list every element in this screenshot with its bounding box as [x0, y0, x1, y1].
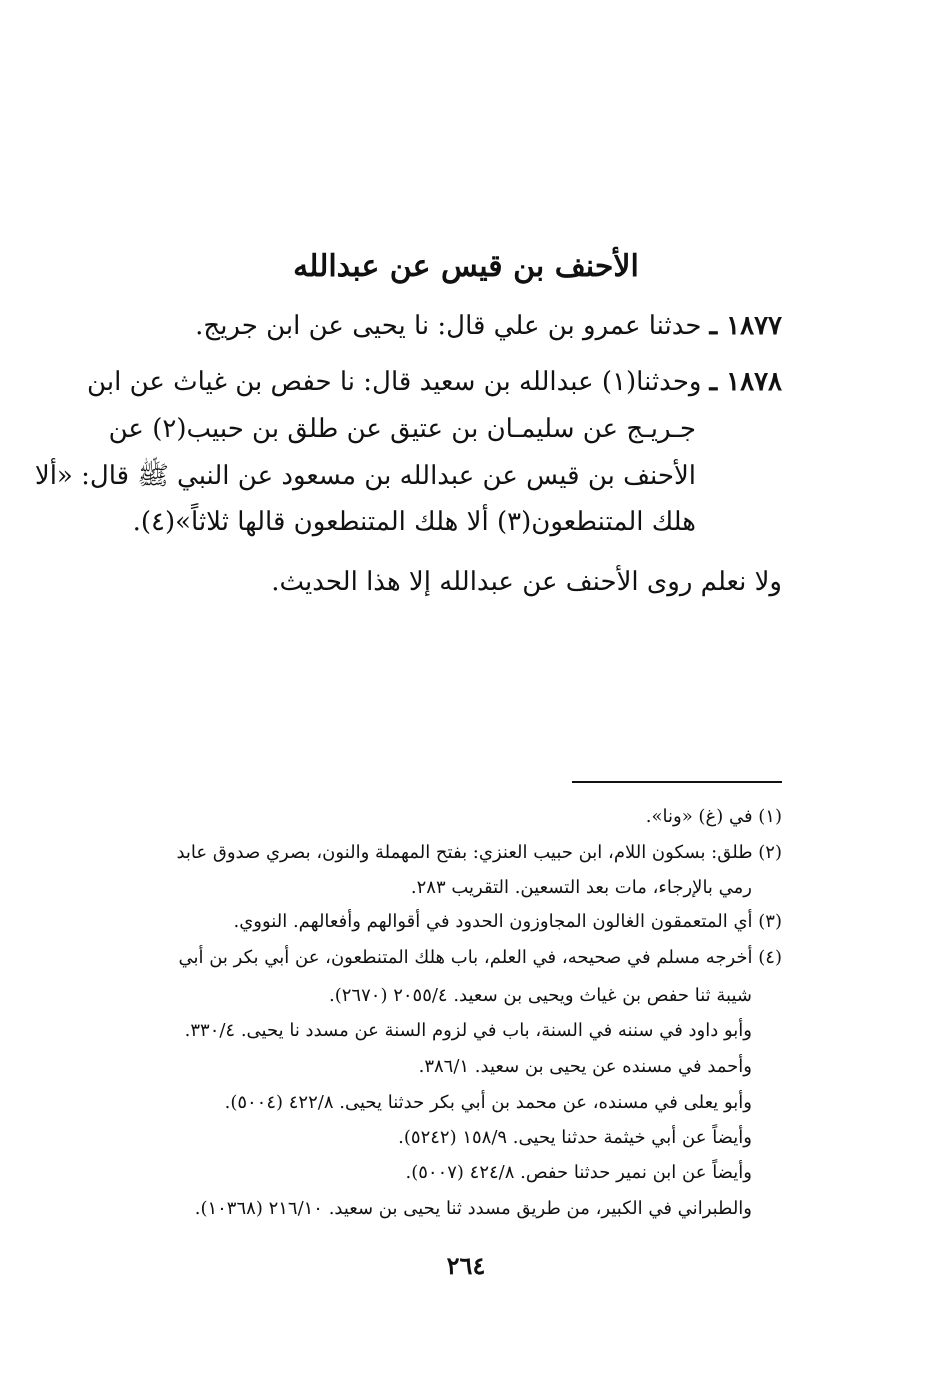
hadith-1877	[70, 304, 782, 348]
footnote-4-source: وأبو داود في سننه في السنة، باب في لزوم السنة عن مسدد نا يحيى. ٣٣٠/٤.	[184, 1020, 752, 1041]
hadith-text-line: وحدثنا(١) عبدالله بن سعيد قال: نا حفص بن غياث عن ابن	[87, 367, 702, 397]
footnote-separator	[572, 781, 782, 783]
footnote-4-source: وأيضاً عن أبي خيثمة حدثنا يحيى. ١٥٨/٩ (٥٢٤٢).	[398, 1127, 752, 1148]
hadith-number: ١٨٧٧ ـ	[709, 311, 782, 341]
footnote-2-continued: رمي بالإرجاء، مات بعد التسعين. التقريب ٢٨٣.	[410, 877, 752, 898]
hadith-number: ١٨٧٨ ـ	[709, 367, 782, 397]
footnote-2: (٢) طلق: بسكون اللام، ابن حبيب العنزي: بفتح المهملة والنون، بصري صدوق عابد	[176, 842, 782, 863]
hadith-1878-line-4: هلك المتنطعون(٣) ألا هلك المتنطعون قالها ثلاثاً»(٤).	[132, 507, 696, 537]
footnote-4-continued: شيبة ثنا حفص بن غياث ويحيى بن سعيد. ٢٠٥٥/٤ (٢٦٧٠).	[329, 985, 752, 1006]
footnote-4-source: وأحمد في مسنده عن يحيى بن سعيد. ٣٨٦/١.	[418, 1056, 752, 1077]
closing-remark: ولا نعلم روى الأحنف عن عبدالله إلا هذا الحديث.	[271, 567, 782, 597]
hadith-text-line: حدثنا عمرو بن علي قال: نا يحيى عن ابن جريج.	[195, 311, 702, 341]
footnote-1: (١) في (غ) «ونا».	[645, 806, 782, 827]
page-number: ٢٦٤	[446, 1251, 486, 1280]
hadith-1878-line-1	[70, 360, 782, 404]
hadith-1878-line-2: جـريـج عن سليمـان بن عتيق عن طلق بن حبيب(٢) عن	[108, 414, 696, 444]
footnote-4-source: والطبراني في الكبير، من طريق مسدد ثنا يحيى بن سعيد. ٢١٦/١٠ (١٠٣٦٨).	[194, 1198, 752, 1219]
section-heading: الأحنف بن قيس عن عبدالله	[293, 249, 639, 284]
footnote-4-source: وأبو يعلى في مسنده، عن محمد بن أبي بكر حدثنا يحيى. ٤٢٢/٨ (٥٠٠٤).	[224, 1092, 752, 1113]
footnote-4-source: وأيضاً عن ابن نمير حدثنا حفص. ٤٢٤/٨ (٥٠٠٧).	[405, 1162, 752, 1183]
hadith-1878-line-3: الأحنف بن قيس عن عبدالله بن مسعود عن النبي ﷺ قال: «ألا	[34, 461, 696, 491]
footnote-4: (٤) أخرجه مسلم في صحيحه، في العلم، باب هلك المتنطعون، عن أبي بكر بن أبي	[178, 947, 782, 968]
footnote-3: (٣) أي المتعمقون الغالون المجاوزون الحدود في أقوالهم وأفعالهم. النووي.	[233, 911, 782, 932]
